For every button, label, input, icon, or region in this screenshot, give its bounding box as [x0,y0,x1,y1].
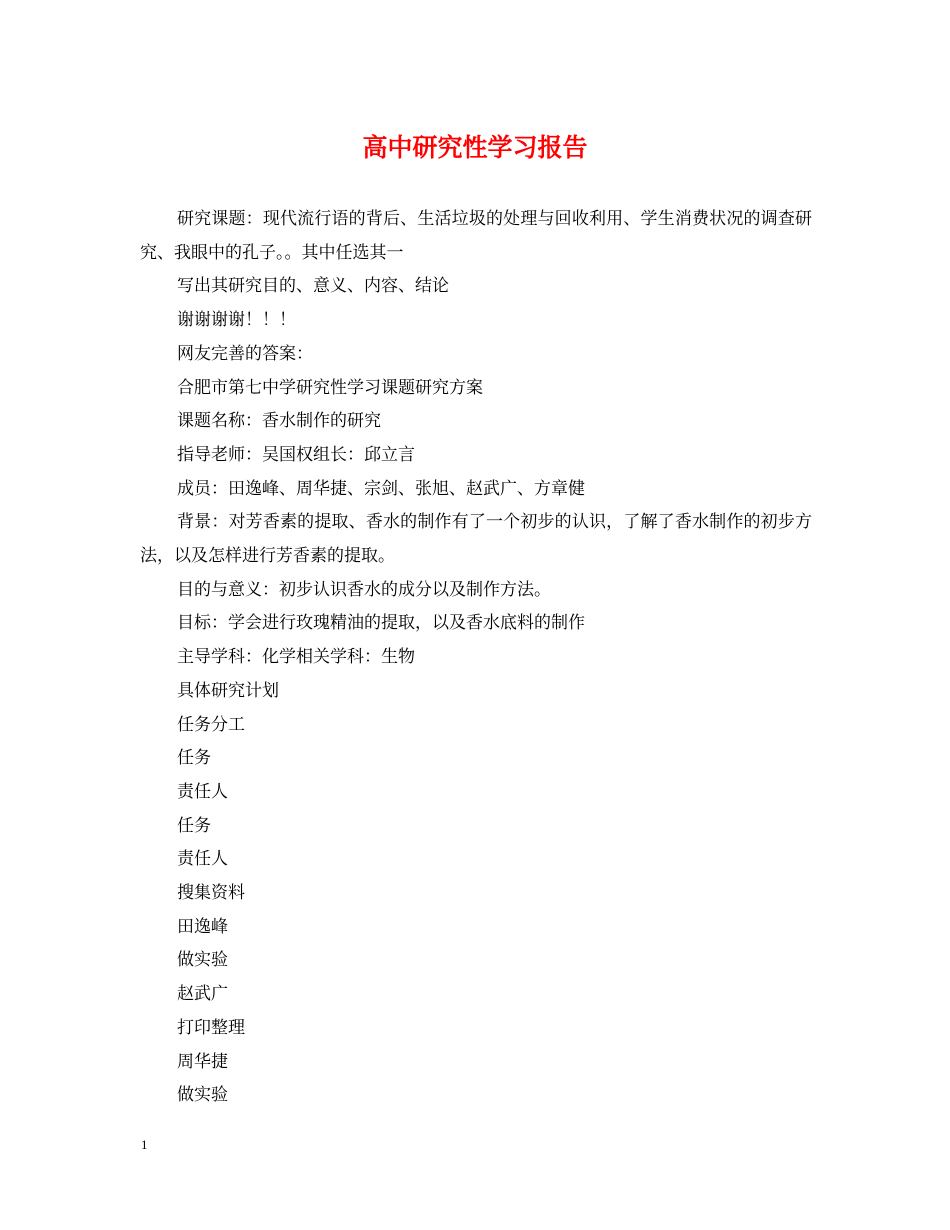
paragraph: 周华捷 [177,1051,228,1072]
paragraph: 课题名称：香水制作的研究 [177,411,381,432]
document-title: 高中研究性学习报告 [362,133,588,162]
paragraph: 做实验 [177,950,228,971]
paragraph: 搜集资料 [177,883,245,904]
paragraph: 具体研究计划 [177,680,279,701]
paragraph: 赵武广 [177,984,228,1005]
paragraph: 任务 [177,748,211,769]
paragraph: 研究课题：现代流行语的背后、生活垃圾的处理与回收利用、学生消费状况的调查研究、我眼中的孔子。。其中任选其一 [140,209,812,263]
paragraph: 责任人 [177,781,228,802]
paragraph: 指导老师：吴国权组长：邱立言 [177,444,415,465]
paragraph: 打印整理 [177,1017,245,1038]
paragraph: 成员：田逸峰、周华捷、宗剑、张旭、赵武广、方章健 [177,478,585,499]
paragraph: 田逸峰 [177,916,228,937]
paragraph: 目的与意义：初步认识香水的成分以及制作方法。 [177,579,551,600]
paragraph: 目标：学会进行玫瑰精油的提取，以及香水底料的制作 [177,613,585,634]
document-body [140,203,812,1113]
paragraph: 任务分工 [177,714,245,735]
page-number: 1 [141,1137,148,1152]
paragraph: 主导学科：化学相关学科：生物 [177,647,415,668]
paragraph: 网友完善的答案： [177,343,313,364]
paragraph: 合肥市第七中学研究性学习课题研究方案 [177,377,483,398]
paragraph: 谢谢谢谢！！！ [177,310,296,331]
paragraph: 背景：对芳香素的提取、香水的制作有了一个初步的认识，了解了香水制作的初步方法，以及怎样进行芳香素的提取。 [140,512,812,567]
paragraph: 做实验 [177,1085,228,1106]
paragraph: 任务 [177,815,211,836]
paragraph: 写出其研究目的、意义、内容、结论 [177,276,449,297]
paragraph: 责任人 [177,849,228,870]
